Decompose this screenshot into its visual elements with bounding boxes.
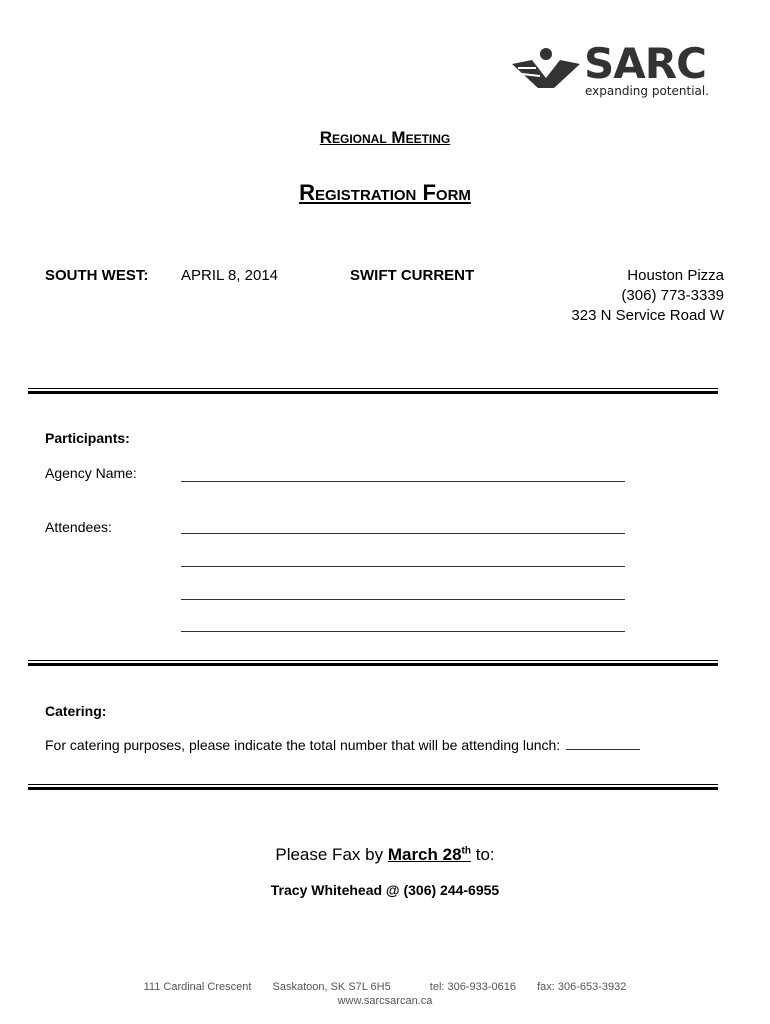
catering-prompt: For catering purposes, please indicate the total number that will be attending lunch: bbox=[45, 737, 561, 753]
attendee-field-1[interactable] bbox=[181, 533, 625, 534]
catering-heading: Catering: bbox=[45, 703, 107, 719]
page-title: Regional Meeting bbox=[319, 128, 451, 147]
fax-contact: Tracy Whitehead @ (306) 244-6955 bbox=[270, 882, 500, 898]
logo-wordmark: SARC bbox=[584, 39, 706, 88]
sarc-logo bbox=[510, 39, 710, 102]
fax-prefix: Please Fax by bbox=[275, 845, 384, 864]
section-divider bbox=[28, 784, 718, 790]
logo-tagline: expanding potential. bbox=[585, 84, 710, 98]
venue-address: 323 N Service Road W bbox=[571, 307, 724, 324]
catering-row bbox=[45, 737, 640, 753]
venue-name: Houston Pizza bbox=[627, 267, 724, 284]
section-divider bbox=[28, 660, 718, 666]
footer-fax: fax: 306-653-3932 bbox=[537, 981, 627, 993]
fax-instruction bbox=[0, 845, 770, 865]
attendee-field-3[interactable] bbox=[181, 599, 625, 600]
participants-heading: Participants: bbox=[45, 430, 130, 446]
venue-phone: (306) 773-3339 bbox=[621, 287, 724, 304]
venue-block bbox=[571, 266, 724, 326]
meeting-city: SWIFT CURRENT bbox=[350, 267, 475, 284]
attendee-field-4[interactable] bbox=[181, 631, 625, 632]
footer-street: 111 Cardinal Crescent bbox=[143, 981, 252, 993]
sarc-emblem-icon bbox=[510, 46, 582, 90]
region-label: SOUTH WEST: bbox=[45, 267, 149, 284]
meeting-date: APRIL 8, 2014 bbox=[181, 267, 279, 284]
fax-deadline: March 28th bbox=[387, 845, 471, 864]
footer bbox=[0, 980, 770, 1008]
footer-website: www.sarcsarcan.ca bbox=[337, 995, 433, 1007]
agency-name-field[interactable] bbox=[181, 481, 625, 482]
form-title: Registration Form bbox=[299, 180, 471, 205]
attendees-label: Attendees: bbox=[45, 519, 112, 535]
lunch-count-field[interactable] bbox=[566, 748, 640, 750]
attendee-field-2[interactable] bbox=[181, 566, 625, 567]
footer-tel: tel: 306-933-0616 bbox=[429, 981, 517, 993]
fax-suffix: to: bbox=[475, 845, 495, 864]
section-divider bbox=[28, 388, 718, 394]
footer-city: Saskatoon, SK S7L 6H5 bbox=[272, 981, 391, 993]
agency-name-label: Agency Name: bbox=[45, 465, 137, 481]
